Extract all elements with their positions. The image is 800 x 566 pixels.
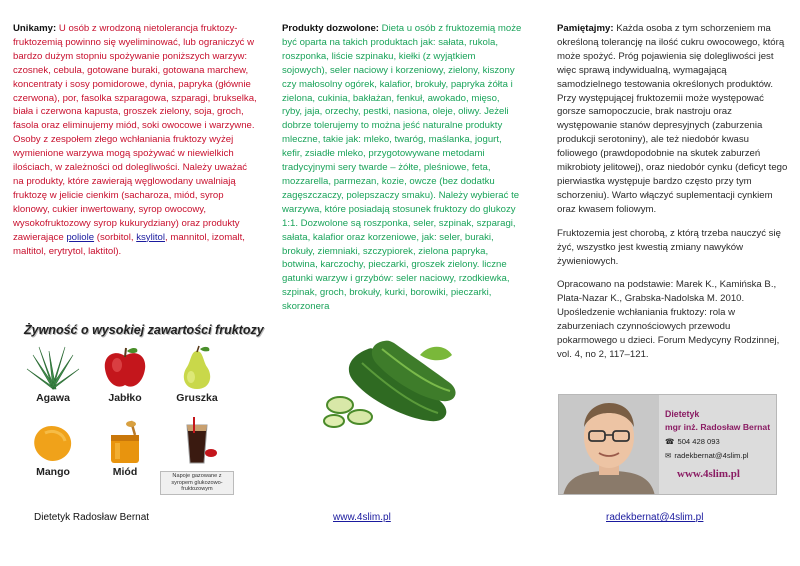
apple-item [92, 345, 158, 404]
dietitian-role: Dietetyk [665, 409, 700, 419]
allowed-paragraph [282, 22, 522, 314]
avoid-text: U osób z wrodzoną nietolerancja fruktozy- fruktozemią powinno się wyeliminować, lub ograniczyć w bardzo dużym stopniu spożywanie poniższych warzyw: czosnek, cebula, gotowane buraki, gotowana marchew, koncentraty i sosy pomidorowe, dynia, papryka (głównie czerwona), por, fasolka szparagowa, szparagi, brukselka, biała i czerwona kapusta, groszek zielony, soja, groch, fasola oraz eliminujemy miód, soki owocowe i warzywne. Osoby z zespołem złego wchłaniania fruktozy wyżej wymienione warzywa mogą spożywać w niewielkich ilościach, w zależności od dolegliwości. Należy uważać na produkty, które zawierają węglowodany uwalniają fruktozę w jelicie cienkim (sacharoza, miód, syrop klonowy, cukier inwertowany, syrop owocowy, wysokofruktozowy syrop kukurydziany) oraz produkty zawierające [13, 23, 257, 243]
card-website[interactable]: www.4slim.pl [677, 468, 740, 480]
footer-email-link[interactable]: radekbernat@4slim.pl [606, 512, 704, 523]
high-fructose-foods-image [14, 323, 264, 492]
allowed-text: Dieta u osób z fruktozemią może być oparta na takich produktach jak: sałata, rukola, roszponka, liście szpinaku, kiełki (z wyjątkiem sojowych), seler naciowy i korzeniowy, zielony, kiszony czy małosolny ogórek, kalafior, brokuły, papryka żółta i zielona, cukinia, bakłażan, fenkuł, awokado, mięso, ryby, jaja, orzechy, pestki, nasiona, oleje, oliwy. Jeżeli dobrze tolerujemy to można jeść naturalne produkty mleczne, takie jak: mleko, twaróg, maślanka, jogurt, kefir, zsiadłe mleko, przygotowywane metodami tradycyjnymi sery twarde – żółte, pleśniowe, feta, mozzarella, parmezan, kozie, owcze (bez dodatku zagęszczaczy, polepszaczy smaku). Należy wybierać te warzywa, które posiadają stosunek fruktozy do glukozy 1:1. Dozwolone są roszponka, seler, szpinak, szparagi, sałata, kalafior oraz korzeniowe, jak: seler, buraki, brokuły, ziemniaki, szczypiorek, zielona papryka, botwina, karczochy, pieczarki, groszek zielony. liczne gatunki warzyw i grzybów: seler naciowy, rzodkiewka, szpinak, groch, brokuły, kurki, borowiki, pieczarki, skorzonera [282, 23, 522, 313]
mango-label: Mango [36, 466, 70, 478]
honey-icon [97, 419, 153, 465]
avoid-text-3: , mannitol, izomalt, maltitol, erytrytol, laktitol). [13, 231, 245, 257]
avoid-heading: Unikamy: [13, 23, 57, 34]
card-email[interactable]: radekbernat@4slim.pl [674, 451, 749, 460]
honey-label: Miód [112, 466, 138, 478]
remember-text: Każda osoba z tym schorzeniem ma określoną tolerancję na ilość cukru owocowego, którą może spożyć. Próg pojawienia się dolegliwości jest więc sprawą indywidualną, wymagającą samodzielnego testowania określonych produktów. Przy występującej fruktozemii może występować gorsze samopoczucie, brak nastroju oraz występowanie stanów depresyjnych (zaburzenia produkcji serotoniny), ale też niedobór kwasu foliowego (prawdopodobnie na skutek zaburzeń mikrobioty jelitowej), oraz niedobór cynku (deficyt tego pierwiastka występuje bardzo często przy tym schorzeniu). Warto włączyć suplementacji cynkiem oraz kwasem foliowym. [557, 23, 788, 215]
agave-item [20, 345, 86, 404]
phone-row [665, 437, 777, 446]
column-avoid [13, 22, 257, 268]
honey-item [92, 419, 158, 478]
remember-heading: Pamiętajmy: [557, 23, 614, 34]
phone-number[interactable]: 504 428 093 [677, 437, 720, 446]
footer-website-link[interactable]: www.4slim.pl [333, 512, 391, 523]
dietitian-info [665, 409, 777, 480]
avoid-paragraph [13, 22, 257, 258]
remember-paragraph-2: Fruktozemia jest chorobą, z którą trzeba nauczyć się żyć, wszystko jest kwestią zmiany nawyków żywieniowych. [557, 227, 781, 267]
mail-icon: ✉ [665, 451, 672, 460]
pear-icon [169, 345, 225, 391]
column-remember [557, 22, 789, 372]
soda-label: Napoje gazowane z syropem glukozowo-fruktozowym [160, 471, 234, 495]
soda-item [164, 415, 230, 465]
soda-glass-icon [169, 415, 225, 465]
pear-label: Gruszka [176, 392, 218, 404]
mango-item [20, 419, 86, 478]
polyols-link[interactable]: poliole [66, 231, 95, 243]
phone-icon: ☎ [665, 437, 675, 446]
email-row [665, 451, 777, 460]
agave-label: Agawa [36, 392, 70, 404]
footer-author: Dietetyk Radosław Bernat [34, 512, 150, 523]
zucchini-icon [322, 335, 462, 430]
dietitian-name: mgr inż. Radosław Bernat [665, 422, 771, 432]
source-citation: Opracowano na podstawie: Marek K., Kamińska B., Plata-Nazar K., Grabska-Nadolska M. 2010. Upośledzenie wchłaniania fruktozy: rola w zaburzeniach czynnościowych przewodu pokarmowego u dzieci. Forum Medycyny Rodzinnej, vol. 4, no 2, 117–121. [557, 279, 780, 360]
dietitian-photo [559, 395, 659, 495]
xylitol-link[interactable]: ksylitol [136, 231, 165, 243]
allowed-heading: Produkty dozwolone: [282, 23, 380, 34]
column-allowed [282, 22, 522, 324]
apple-label: Jabłko [108, 392, 142, 404]
mango-icon [25, 419, 81, 465]
remember-paragraph [557, 22, 789, 217]
dietitian-card [558, 394, 777, 495]
apple-icon [97, 345, 153, 391]
fruit-panel-title: Żywność o wysokiej zawartości fruktozy [24, 323, 264, 337]
agave-icon [25, 345, 81, 391]
pear-item [164, 345, 230, 404]
avoid-text-2: (sorbitol, [94, 231, 137, 243]
